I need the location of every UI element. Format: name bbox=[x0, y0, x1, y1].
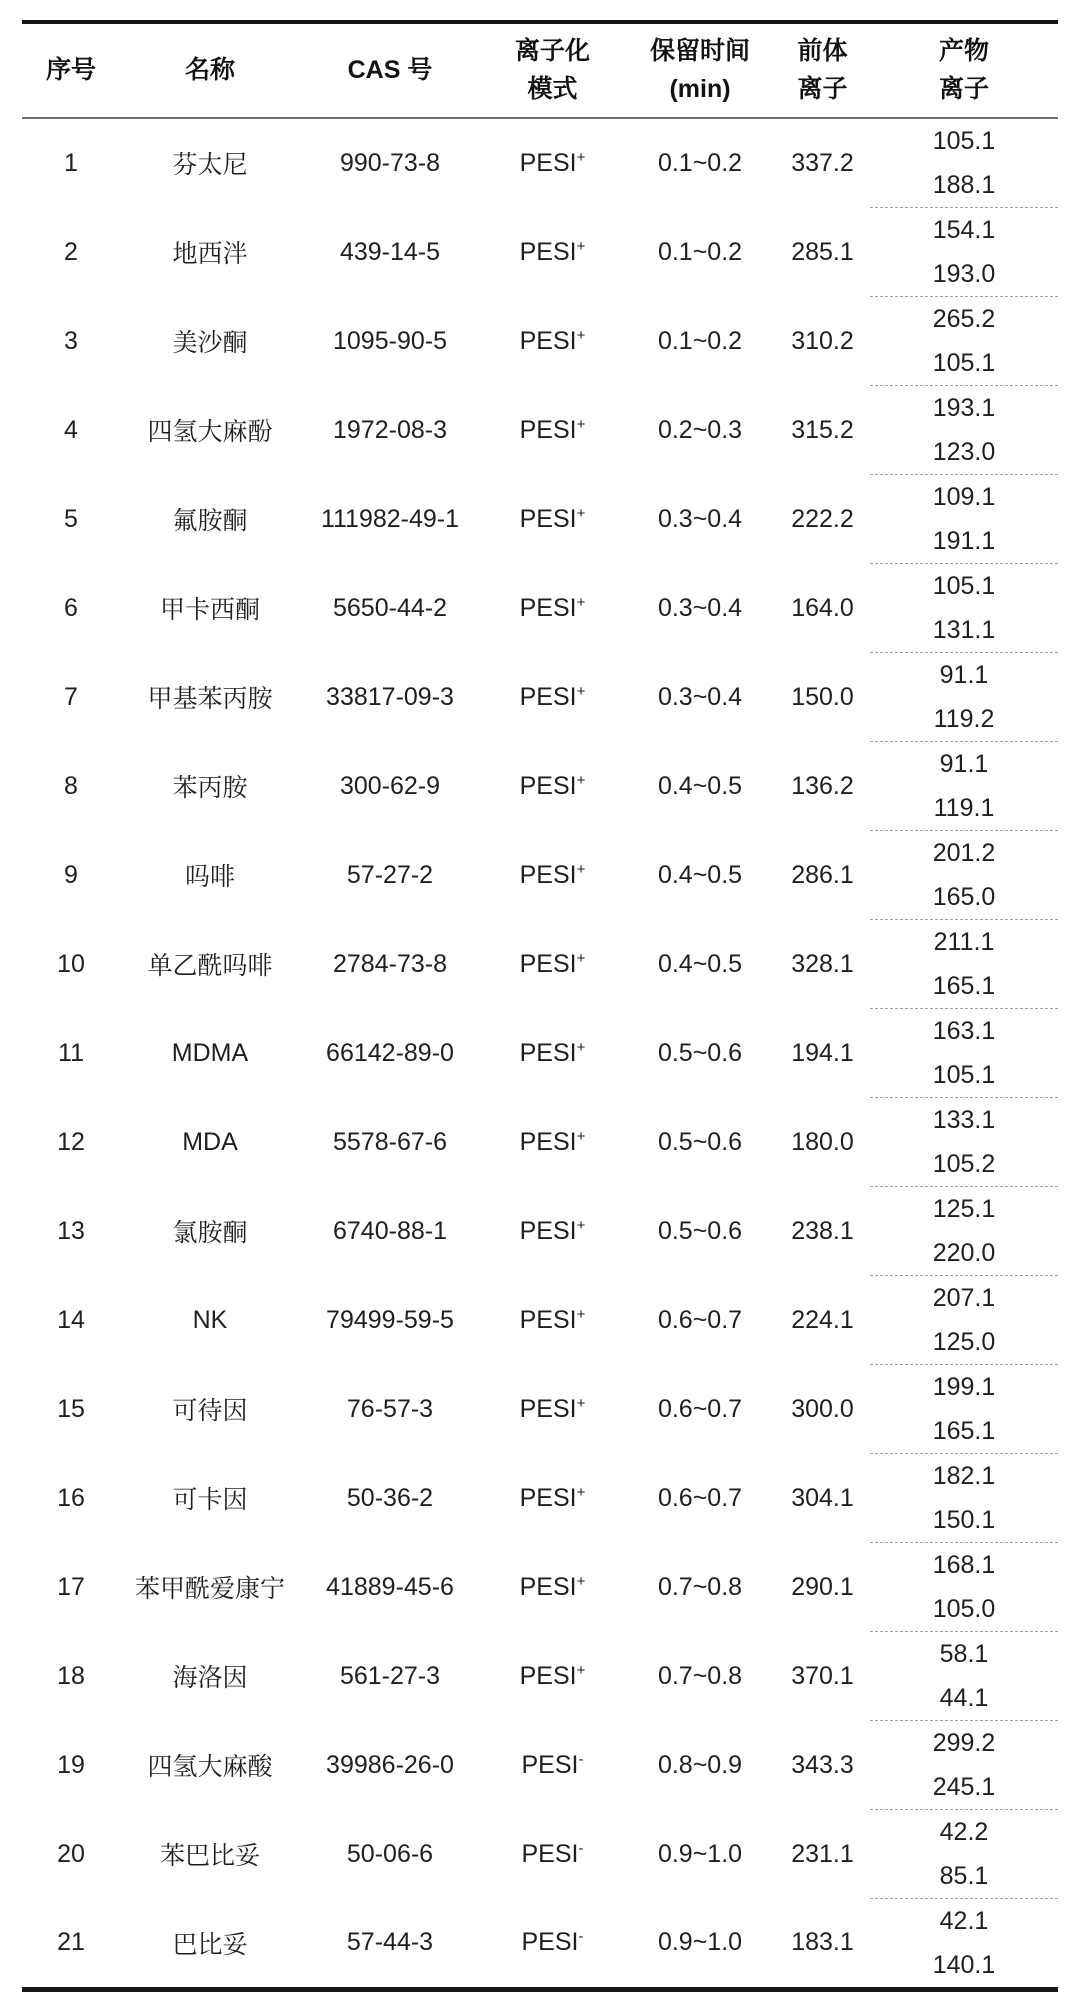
cell-cas: 33817-09-3 bbox=[326, 682, 454, 711]
cell-precursor-ion: 310.2 bbox=[791, 326, 854, 355]
mode-sign: + bbox=[576, 1572, 586, 1590]
table-row bbox=[22, 208, 1058, 253]
cell-product-ion-1: 109.1 bbox=[870, 475, 1058, 520]
cell-cas: 39986-26-0 bbox=[326, 1750, 454, 1779]
cell-product-ion-2: 165.0 bbox=[932, 882, 996, 911]
cell-retention-time: 0.5~0.6 bbox=[657, 1127, 743, 1156]
cell-product-ion-1: 105.1 bbox=[870, 564, 1058, 609]
cell-name: 苯巴比妥 bbox=[159, 1842, 260, 1870]
cell-cas: 50-36-2 bbox=[346, 1483, 434, 1512]
cell-name: 氟胺酮 bbox=[172, 507, 248, 535]
cell-ionization-mode bbox=[480, 1276, 625, 1365]
cell-product-ion-1: 42.2 bbox=[870, 1810, 1058, 1855]
table-row bbox=[22, 1098, 1058, 1143]
table-row bbox=[22, 1276, 1058, 1321]
cell-product-ion-2: 165.1 bbox=[932, 1416, 996, 1445]
cell-precursor-ion: 224.1 bbox=[791, 1305, 854, 1334]
cell-precursor-ion: 370.1 bbox=[791, 1661, 854, 1690]
cell-product-ion-1: 199.1 bbox=[870, 1365, 1058, 1410]
cell-name: 美沙酮 bbox=[172, 329, 248, 357]
cell-retention-time: 0.3~0.4 bbox=[657, 593, 743, 622]
cell-ionization-mode bbox=[480, 1454, 625, 1543]
table-row bbox=[22, 1721, 1058, 1766]
col-header-name bbox=[120, 22, 300, 118]
cell-product-ion-2: 44.1 bbox=[939, 1683, 989, 1712]
table-row bbox=[22, 1365, 1058, 1410]
cell-index: 12 bbox=[57, 1127, 85, 1156]
col-header-precursor_ion bbox=[775, 22, 870, 118]
cell-product-ion-1: 193.1 bbox=[870, 386, 1058, 431]
cell-retention-time: 0.3~0.4 bbox=[657, 504, 743, 533]
cell-ionization-mode bbox=[480, 1187, 625, 1276]
mode-sign: + bbox=[576, 326, 586, 344]
cell-cas: 66142-89-0 bbox=[326, 1038, 454, 1067]
cell-name: 地西泮 bbox=[172, 240, 248, 268]
cell-index: 3 bbox=[64, 326, 78, 355]
header-line: 名称 bbox=[184, 56, 235, 84]
cell-name: NK bbox=[192, 1305, 228, 1334]
mode-sign: + bbox=[576, 949, 586, 967]
cell-product-ion-1: 91.1 bbox=[870, 742, 1058, 787]
mode-base: PESI bbox=[521, 1750, 579, 1779]
header-line: 前体 bbox=[797, 37, 848, 65]
cell-index: 21 bbox=[57, 1928, 85, 1957]
cell-index: 10 bbox=[57, 949, 85, 978]
mode-base: PESI bbox=[519, 148, 577, 177]
table-row bbox=[22, 742, 1058, 787]
cell-product-ion-2: 123.0 bbox=[932, 437, 996, 466]
cell-precursor-ion: 337.2 bbox=[791, 148, 854, 177]
header-line: CAS 号 bbox=[347, 56, 433, 84]
cell-cas: 6740-88-1 bbox=[333, 1216, 447, 1245]
cell-name: 海洛因 bbox=[172, 1664, 248, 1692]
mode-base: PESI bbox=[519, 1572, 577, 1601]
cell-product-ion-1: 42.1 bbox=[870, 1899, 1058, 1944]
cell-retention-time: 0.4~0.5 bbox=[657, 949, 743, 978]
col-header-index bbox=[22, 22, 120, 118]
cell-name: 四氢大麻酸 bbox=[147, 1753, 273, 1781]
mode-base: PESI bbox=[519, 237, 577, 266]
header-line: 模式 bbox=[527, 75, 578, 103]
cell-cas: 79499-59-5 bbox=[326, 1305, 454, 1334]
mode-sign: + bbox=[576, 771, 586, 789]
cell-name: 芬太尼 bbox=[172, 151, 248, 180]
cell-name: 甲卡西酮 bbox=[159, 596, 260, 624]
cell-precursor-ion: 180.0 bbox=[791, 1127, 854, 1156]
cell-ionization-mode bbox=[480, 1899, 625, 1990]
cell-ionization-mode bbox=[480, 1721, 625, 1810]
cell-cas: 990-73-8 bbox=[339, 148, 441, 177]
cell-retention-time: 0.2~0.3 bbox=[657, 415, 743, 444]
cell-product-ion-1: 207.1 bbox=[870, 1276, 1058, 1321]
cell-ionization-mode bbox=[480, 208, 625, 297]
header-row bbox=[22, 22, 1058, 118]
cell-index: 1 bbox=[64, 148, 78, 177]
cell-ionization-mode bbox=[480, 1365, 625, 1454]
cell-product-ion-2: 125.0 bbox=[932, 1327, 996, 1356]
cell-precursor-ion: 285.1 bbox=[791, 237, 854, 266]
cell-precursor-ion: 164.0 bbox=[791, 593, 854, 622]
cell-product-ion-2: 105.2 bbox=[932, 1149, 996, 1178]
cell-ionization-mode bbox=[480, 742, 625, 831]
table-row bbox=[22, 1454, 1058, 1499]
table-row bbox=[22, 386, 1058, 431]
cell-product-ion-1: 299.2 bbox=[870, 1721, 1058, 1766]
cell-product-ion-1: 201.2 bbox=[870, 831, 1058, 876]
cell-cas: 561-27-3 bbox=[339, 1661, 441, 1690]
cell-product-ion-2: 165.1 bbox=[932, 971, 996, 1000]
mode-sign: + bbox=[576, 1483, 586, 1501]
cell-ionization-mode bbox=[480, 1009, 625, 1098]
table-row bbox=[22, 118, 1058, 163]
mode-sign: + bbox=[576, 504, 586, 522]
table-row bbox=[22, 1632, 1058, 1677]
mode-sign: + bbox=[576, 593, 586, 611]
cell-ionization-mode bbox=[480, 1810, 625, 1899]
mode-base: PESI bbox=[519, 415, 577, 444]
mode-base: PESI bbox=[521, 1839, 579, 1868]
table-row bbox=[22, 1810, 1058, 1855]
cell-ionization-mode bbox=[480, 564, 625, 653]
cell-precursor-ion: 304.1 bbox=[791, 1483, 854, 1512]
cell-cas: 439-14-5 bbox=[339, 237, 441, 266]
cell-index: 20 bbox=[57, 1839, 85, 1868]
cell-product-ion-1: 168.1 bbox=[870, 1543, 1058, 1588]
cell-cas: 300-62-9 bbox=[339, 771, 441, 800]
cell-product-ion-2: 188.1 bbox=[932, 170, 996, 199]
cell-precursor-ion: 222.2 bbox=[791, 504, 854, 533]
table-row bbox=[22, 564, 1058, 609]
mode-sign: + bbox=[576, 415, 586, 433]
cell-name: 四氢大麻酚 bbox=[147, 418, 273, 446]
cell-product-ion-1: 105.1 bbox=[932, 126, 996, 155]
mode-sign: + bbox=[576, 1127, 586, 1145]
cell-product-ion-1: 58.1 bbox=[870, 1632, 1058, 1677]
cell-index: 13 bbox=[57, 1216, 85, 1245]
cell-product-ion-2: 119.2 bbox=[933, 704, 995, 733]
cell-retention-time: 0.9~1.0 bbox=[657, 1928, 743, 1957]
cell-precursor-ion: 328.1 bbox=[791, 949, 854, 978]
cell-retention-time: 0.3~0.4 bbox=[657, 682, 743, 711]
mode-base: PESI bbox=[519, 1127, 577, 1156]
cell-ionization-mode bbox=[480, 653, 625, 742]
cell-product-ion-2: 105.1 bbox=[932, 1060, 996, 1089]
cell-name: 巴比妥 bbox=[172, 1930, 248, 1959]
mode-sign: + bbox=[576, 237, 586, 255]
cell-product-ion-2: 193.0 bbox=[932, 259, 996, 288]
cell-cas: 41889-45-6 bbox=[326, 1572, 454, 1601]
table-row bbox=[22, 475, 1058, 520]
cell-retention-time: 0.5~0.6 bbox=[657, 1038, 743, 1067]
cell-precursor-ion: 136.2 bbox=[791, 771, 854, 800]
cell-product-ion-2: 105.1 bbox=[932, 348, 996, 377]
mode-sign: - bbox=[578, 1839, 584, 1857]
cell-retention-time: 0.7~0.8 bbox=[657, 1661, 743, 1690]
cell-product-ion-1: 133.1 bbox=[870, 1098, 1058, 1143]
cell-name: MDMA bbox=[171, 1038, 249, 1067]
cell-product-ion-2: 131.1 bbox=[932, 615, 996, 644]
cell-precursor-ion: 231.1 bbox=[791, 1839, 854, 1868]
cell-ionization-mode bbox=[480, 831, 625, 920]
cell-name: 甲基苯丙胺 bbox=[147, 685, 273, 713]
mode-sign: + bbox=[576, 1038, 586, 1056]
cell-product-ion-1: 91.1 bbox=[870, 653, 1058, 698]
mode-base: PESI bbox=[519, 1038, 577, 1067]
cell-retention-time: 0.6~0.7 bbox=[657, 1483, 743, 1512]
header-line: 产物 bbox=[938, 37, 989, 65]
cell-retention-time: 0.6~0.7 bbox=[657, 1305, 743, 1334]
mode-base: PESI bbox=[519, 682, 577, 711]
cell-product-ion-1: 182.1 bbox=[870, 1454, 1058, 1499]
mode-base: PESI bbox=[519, 504, 577, 533]
cell-cas: 2784-73-8 bbox=[333, 949, 447, 978]
cell-index: 9 bbox=[64, 860, 78, 889]
cell-retention-time: 0.8~0.9 bbox=[657, 1750, 743, 1779]
cell-retention-time: 0.1~0.2 bbox=[657, 237, 743, 266]
cell-cas: 111982-49-1 bbox=[320, 504, 460, 533]
cell-product-ion-2: 105.0 bbox=[932, 1594, 996, 1623]
cell-retention-time: 0.6~0.7 bbox=[657, 1394, 743, 1423]
mode-sign: + bbox=[576, 1661, 586, 1679]
cell-name: 可卡因 bbox=[172, 1486, 248, 1514]
mode-base: PESI bbox=[519, 771, 577, 800]
cell-name: MDA bbox=[182, 1127, 238, 1156]
cell-retention-time: 0.9~1.0 bbox=[657, 1839, 743, 1868]
cell-index: 15 bbox=[57, 1394, 85, 1423]
table-row bbox=[22, 1187, 1058, 1232]
cell-cas: 57-27-2 bbox=[346, 860, 434, 889]
mode-sign: + bbox=[576, 1305, 586, 1323]
cell-index: 2 bbox=[64, 237, 78, 266]
cell-precursor-ion: 343.3 bbox=[791, 1750, 854, 1779]
cell-index: 18 bbox=[57, 1661, 85, 1690]
cell-product-ion-2: 140.1 bbox=[932, 1950, 996, 1979]
cell-index: 14 bbox=[57, 1305, 85, 1334]
cell-cas: 5650-44-2 bbox=[333, 593, 447, 622]
mode-base: PESI bbox=[519, 1305, 577, 1334]
mode-sign: + bbox=[576, 860, 586, 878]
cell-name: 吗啡 bbox=[184, 863, 235, 891]
cell-product-ion-1: 211.1 bbox=[870, 920, 1058, 965]
cell-cas: 76-57-3 bbox=[346, 1394, 434, 1423]
cell-retention-time: 0.4~0.5 bbox=[657, 860, 743, 889]
cell-retention-time: 0.1~0.2 bbox=[657, 148, 743, 177]
cell-precursor-ion: 150.0 bbox=[791, 682, 854, 711]
cell-product-ion-2: 119.1 bbox=[933, 793, 995, 822]
header-line: 离子化 bbox=[514, 37, 590, 65]
cell-index: 11 bbox=[58, 1038, 84, 1067]
cell-cas: 1095-90-5 bbox=[333, 326, 447, 355]
mode-base: PESI bbox=[519, 1483, 577, 1512]
cell-product-ion-1: 125.1 bbox=[870, 1187, 1058, 1232]
cell-retention-time: 0.7~0.8 bbox=[657, 1572, 743, 1601]
cell-ionization-mode bbox=[480, 297, 625, 386]
header-line: 离子 bbox=[797, 75, 848, 103]
cell-name: 氯胺酮 bbox=[172, 1219, 248, 1247]
header-line: (min) bbox=[669, 75, 731, 103]
cell-ionization-mode bbox=[480, 386, 625, 475]
cell-precursor-ion: 183.1 bbox=[791, 1928, 854, 1957]
cell-name: 单乙酰吗啡 bbox=[147, 952, 273, 980]
col-header-retention_time_min bbox=[625, 22, 775, 118]
cell-product-ion-1: 154.1 bbox=[870, 208, 1058, 253]
cell-index: 17 bbox=[57, 1572, 85, 1601]
col-header-ionization_mode bbox=[480, 22, 625, 118]
cell-cas: 1972-08-3 bbox=[333, 415, 447, 444]
mode-base: PESI bbox=[519, 593, 577, 622]
mode-sign: + bbox=[576, 1216, 586, 1234]
cell-cas: 5578-67-6 bbox=[333, 1127, 447, 1156]
mode-sign: - bbox=[578, 1928, 584, 1946]
cell-index: 7 bbox=[64, 682, 78, 711]
cell-ionization-mode bbox=[480, 475, 625, 564]
cell-name: 可待因 bbox=[172, 1397, 248, 1425]
col-header-product_ions bbox=[870, 22, 1058, 118]
table-row bbox=[22, 1899, 1058, 1944]
cell-retention-time: 0.4~0.5 bbox=[657, 771, 743, 800]
cell-cas: 50-06-6 bbox=[346, 1839, 434, 1868]
mode-base: PESI bbox=[519, 860, 577, 889]
cell-product-ion-1: 163.1 bbox=[870, 1009, 1058, 1054]
cell-ionization-mode bbox=[480, 1543, 625, 1632]
mode-base: PESI bbox=[519, 1216, 577, 1245]
col-header-cas bbox=[300, 22, 480, 118]
cell-ionization-mode bbox=[480, 1632, 625, 1721]
cell-precursor-ion: 315.2 bbox=[791, 415, 854, 444]
cell-product-ion-2: 245.1 bbox=[932, 1772, 996, 1801]
table-row bbox=[22, 1009, 1058, 1054]
cell-index: 16 bbox=[57, 1483, 85, 1512]
cell-ionization-mode bbox=[480, 1098, 625, 1187]
ms-parameters-table bbox=[22, 20, 1058, 1992]
mode-base: PESI bbox=[519, 1394, 577, 1423]
header-line: 序号 bbox=[45, 56, 96, 84]
cell-index: 4 bbox=[64, 415, 78, 444]
table-row bbox=[22, 831, 1058, 876]
mode-sign: - bbox=[578, 1750, 584, 1768]
cell-index: 8 bbox=[64, 771, 78, 800]
cell-ionization-mode bbox=[480, 920, 625, 1009]
table-row bbox=[22, 1543, 1058, 1588]
table-body bbox=[22, 118, 1058, 1990]
table-row bbox=[22, 297, 1058, 342]
cell-name: 苯甲酰爱康宁 bbox=[134, 1575, 285, 1603]
cell-precursor-ion: 238.1 bbox=[791, 1216, 854, 1245]
cell-retention-time: 0.5~0.6 bbox=[657, 1216, 743, 1245]
cell-product-ion-2: 85.1 bbox=[939, 1861, 989, 1890]
cell-index: 5 bbox=[64, 504, 78, 533]
table-row bbox=[22, 920, 1058, 965]
cell-retention-time: 0.1~0.2 bbox=[657, 326, 743, 355]
cell-precursor-ion: 194.1 bbox=[791, 1038, 854, 1067]
cell-index: 6 bbox=[64, 593, 78, 622]
cell-product-ion-2: 220.0 bbox=[932, 1238, 996, 1267]
cell-index: 19 bbox=[57, 1750, 85, 1779]
table-row bbox=[22, 653, 1058, 698]
mode-base: PESI bbox=[521, 1928, 579, 1957]
cell-ionization-mode bbox=[480, 118, 625, 208]
cell-precursor-ion: 290.1 bbox=[791, 1572, 854, 1601]
cell-precursor-ion: 286.1 bbox=[791, 860, 854, 889]
cell-product-ion-2: 150.1 bbox=[932, 1505, 996, 1534]
mode-base: PESI bbox=[519, 949, 577, 978]
cell-name: 苯丙胺 bbox=[172, 774, 248, 802]
mode-base: PESI bbox=[519, 1661, 577, 1690]
header-line: 保留时间 bbox=[649, 37, 750, 65]
mode-base: PESI bbox=[519, 326, 577, 355]
cell-cas: 57-44-3 bbox=[346, 1928, 434, 1957]
cell-product-ion-1: 265.2 bbox=[870, 297, 1058, 342]
cell-product-ion-2: 191.1 bbox=[932, 526, 996, 555]
table-header bbox=[22, 22, 1058, 118]
mode-sign: + bbox=[576, 1394, 586, 1412]
mode-sign: + bbox=[576, 148, 586, 166]
cell-precursor-ion: 300.0 bbox=[791, 1394, 854, 1423]
header-line: 离子 bbox=[938, 75, 989, 103]
mode-sign: + bbox=[576, 682, 586, 700]
